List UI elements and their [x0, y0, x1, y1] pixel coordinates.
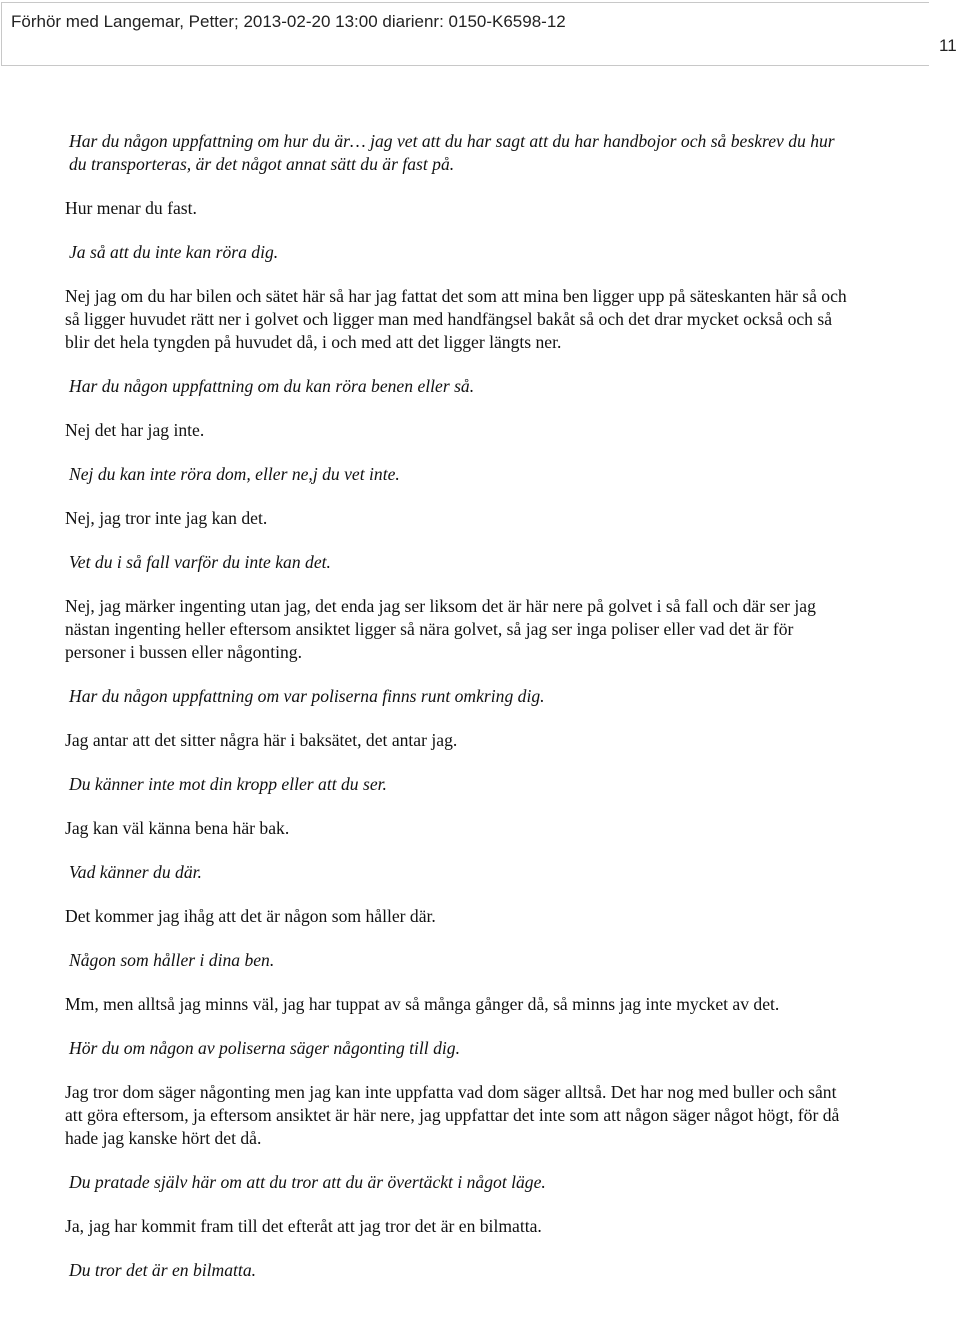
answer-paragraph: Nej, jag märker ingenting utan jag, det enda jag ser liksom det är här nere på golvet i så fall och där ser jag nästan ingenting heller eftersom ansiktet ligger så nära golvet, så jag ser inga poliser eller vad det är för personer i bussen eller någonting.	[65, 596, 816, 662]
page-number: 11	[939, 36, 957, 55]
question-paragraph: Har du någon uppfattning om var poliserna finns runt omkring dig.	[69, 686, 545, 706]
answer-paragraph: Mm, men alltså jag minns väl, jag har tuppat av så många gånger då, så minns jag inte mycket av det.	[65, 994, 780, 1014]
question-paragraph: Har du någon uppfattning om du kan röra benen eller så.	[69, 376, 475, 396]
transcript-body	[65, 130, 855, 1303]
question-paragraph: Hör du om någon av poliserna säger någonting till dig.	[69, 1038, 460, 1058]
answer-paragraph: Nej jag om du har bilen och sätet här så har jag fattat det som att mina ben ligger upp på säteskanten här så och så ligger huvudet rätt ner i golvet och ligger man med handfängsel bakåt så och det drar mycket också och så blir det hela tyngden på huvudet då, i och med att det ligger längts ner.	[65, 286, 847, 352]
answer-paragraph: Hur menar du fast.	[65, 198, 197, 218]
question-paragraph: Du pratade själv här om att du tror att du är övertäckt i något läge.	[69, 1172, 546, 1192]
page-header	[1, 2, 929, 66]
question-paragraph: Någon som håller i dina ben.	[69, 950, 275, 970]
question-paragraph: Nej du kan inte röra dom, eller ne,j du vet inte.	[69, 464, 400, 484]
answer-paragraph: Jag tror dom säger någonting men jag kan inte uppfatta vad dom säger alltså. Det har nog med buller och sånt att göra eftersom, ja eftersom ansiktet är här nere, jag uppfattar det inte som att någon säger något högt, för då hade jag kanske hört det då.	[65, 1082, 840, 1148]
question-paragraph: Vet du i så fall varför du inte kan det.	[69, 552, 331, 572]
document-title: Förhör med Langemar, Petter; 2013-02-20 13:00 diarienr: 0150-K6598-12	[11, 12, 566, 31]
answer-paragraph: Nej det har jag inte.	[65, 420, 205, 440]
answer-paragraph: Nej, jag tror inte jag kan det.	[65, 508, 268, 528]
question-paragraph: Du känner inte mot din kropp eller att du ser.	[69, 774, 387, 794]
question-paragraph: Har du någon uppfattning om hur du är… jag vet att du har sagt att du har handbojor och så beskrev du hur du transporteras, är det något annat sätt du är fast på.	[69, 131, 835, 174]
answer-paragraph: Det kommer jag ihåg att det är någon som håller där.	[65, 906, 436, 926]
question-paragraph: Du tror det är en bilmatta.	[69, 1260, 257, 1280]
answer-paragraph: Ja, jag har kommit fram till det efteråt att jag tror det är en bilmatta.	[65, 1216, 542, 1236]
question-paragraph: Vad känner du där.	[69, 862, 202, 882]
answer-paragraph: Jag antar att det sitter några här i baksätet, det antar jag.	[65, 730, 458, 750]
answer-paragraph: Jag kan väl känna bena här bak.	[65, 818, 290, 838]
question-paragraph: Ja så att du inte kan röra dig.	[69, 242, 279, 262]
